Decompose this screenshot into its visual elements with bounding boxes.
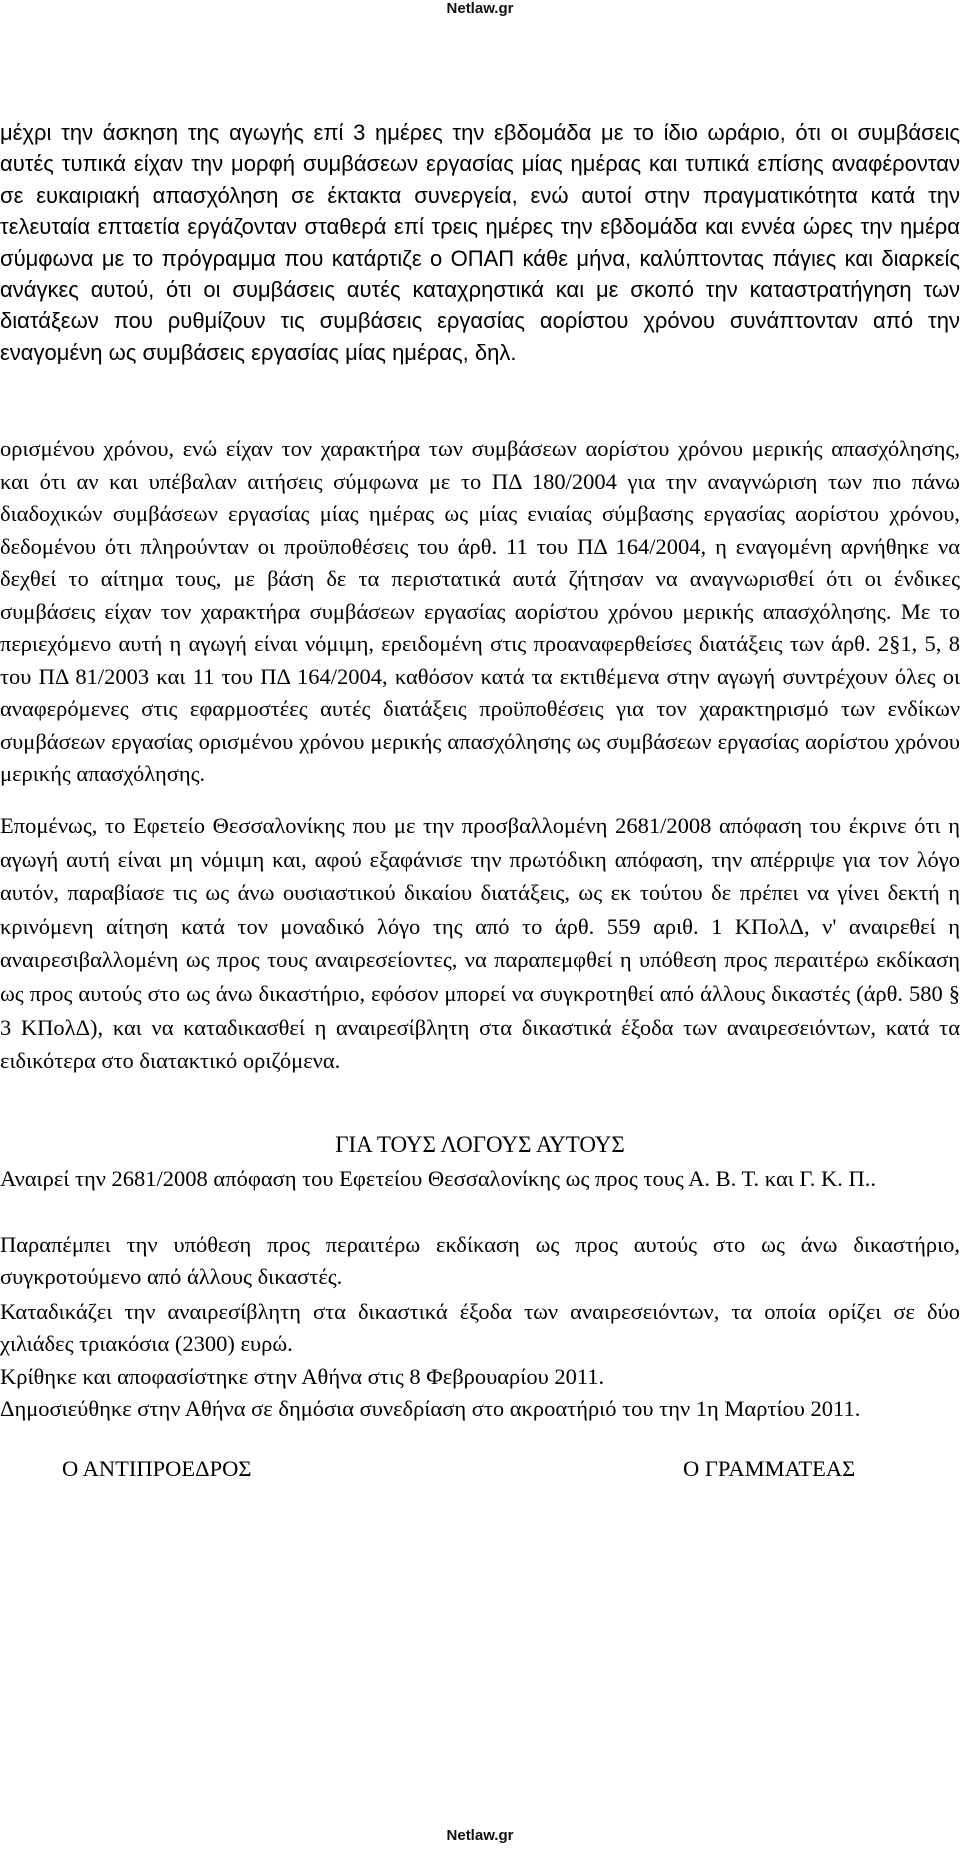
- signature-secretary: Ο ΓΡΑΜΜΑΤΕΑΣ: [683, 1456, 856, 1481]
- paragraph-claims: μέχρι την άσκηση της αγωγής επί 3 ημέρες την εβδομάδα με το ίδιο ωράριο, ότι οι συμβάσεις αυτές τυπικά είχαν την μορφή συμβάσεων εργασίας μίας ημέρας και τυπικά επίσης αναφέρονταν σε ευκαιριακή απασχόληση σε έκτακτα συνεργεία, ενώ αυτοί στην πραγματικότητα κατά την τελευταία επταετία εργάζονταν σταθερά επί τρεις ημέρες την εβδομάδα και εννέα ώρες την ημέρα σύμφωνα με το πρόγραμμα που κατάρτιζε ο ΟΠΑΠ κάθε μήνα, καλύπτοντας πάγιες και διαρκείς ανάγκες αυτού, ότι οι συμβάσεις αυτές καταχρηστικά και με σκοπό την καταστρατήγηση των διατάξεων που ρυθμίζουν τις συμβάσεις εργασίας αορίστου χρόνου συνάπτονταν από την εναγομένη ως συμβάσεις εργασίας μίας ημέρας, δηλ.: [0, 120, 960, 365]
- paragraph-legal-reasoning: ορισμένου χρόνου, ενώ είχαν τον χαρακτήρα των συμβάσεων αορίστου χρόνου μερικής απασχόλησης, και ότι αν και υπέβαλαν αιτήσεις σύμφωνα με το ΠΔ 180/2004 για την αναγνώριση των πιο πάνω διαδοχικών συμβάσεων εργασίας μίας ημέρας ως μίας ενιαίας σύμβασης εργασίας αορίστου χρόνου, δεδομένου ότι πληρούνταν οι προϋποθέσεις του άρθ. 11 του ΠΔ 164/2004, η εναγομένη αρνήθηκε να δεχθεί το αίτημα τους, με βάση δε τα περιστατικά αυτά ζήτησαν να αναγνωρισθεί ότι οι ένδικες συμβάσεις είχαν τον χαρακτήρα συμβάσεων εργασίας αορίστου χρόνου μερικής απασχόλησης. Με το περιεχόμενο αυτή η αγωγή είναι νόμιμη, ερειδομένη στις προαναφερθείσες διατάξεις των άρθ. 2§1, 5, 8 του ΠΔ 81/2003 και 11 του ΠΔ 164/2004, καθόσον κατά τα εκτιθέμενα στην αγωγή συντρέχουν όλες οι αναφερόμενες στις εφαρμοστέες αυτές διατάξεις προϋποθέσεις για τον χαρακτηρισμό των ενδίκων συμβάσεων εργασίας ορισμένου χρόνου μερικής απασχόλησης ως συμβάσεων εργασίας αορίστου χρόνου μερικής απασχόλησης.: [0, 436, 960, 786]
- operative-heading: ΓΙΑ ΤΟΥΣ ΛΟΓΟΥΣ ΑΥΤΟΥΣ: [335, 1132, 625, 1157]
- ruling-refer: Παραπέμπει την υπόθεση προς περαιτέρω εκδίκαση ως προς αυτούς στο ως άνω δικαστήριο, συγκροτούμενο από άλλους δικαστές.: [0, 1232, 960, 1289]
- site-footer: Netlaw.gr: [446, 1827, 514, 1844]
- site-header: Netlaw.gr: [446, 0, 514, 17]
- paragraph-conclusion: Επομένως, το Εφετείο Θεσσαλονίκης που με την προσβαλλομένη 2681/2008 απόφαση του έκρινε ότι η αγωγή αυτή είναι μη νόμιμη και, αφού εξαφάνισε την πρωτόδικη απόφαση, την απέρριψε για τον λόγο αυτόν, παραβίασε τις ως άνω ουσιαστικού δικαίου διατάξεις, ως εκ τούτου δε πρέπει να γίνει δεκτή η κρινόμενη αίτηση κατά τον μοναδικό λόγο της από το άρθ. 559 αριθ. 1 ΚΠολΔ, ν' αναιρεθεί η αναιρεσιβαλλομένη ως προς τους αναιρεσείοντες, να παραπεμφθεί η υπόθεση προς περαιτέρω εκδίκαση ως προς αυτούς στο ως άνω δικαστήριο, εφόσον μπορεί να συγκροτηθεί από άλλους δικαστές (άρθ. 580 § 3 ΚΠολΔ), και να καταδικασθεί η αναιρεσίβλητη στα δικαστικά έξοδα των αναιρεσειόντων, κατά τα ειδικότερα στο διατακτικό οριζόμενα.: [0, 813, 960, 1074]
- publication-date: Δημοσιεύθηκε στην Αθήνα σε δημόσια συνεδρίαση στο ακροατήριό του την 1η Μαρτίου 2011.: [0, 1396, 861, 1421]
- decision-date: Κρίθηκε και αποφασίστηκε στην Αθήνα στις 8 Φεβρουαρίου 2011.: [0, 1364, 605, 1389]
- signature-vice-president: Ο ΑΝΤΙΠΡΟΕΔΡΟΣ: [62, 1456, 252, 1481]
- ruling-annul: Αναιρεί την 2681/2008 απόφαση του Εφετείου Θεσσαλονίκης ως προς τους Α. Β. Τ. και Γ. Κ. Π..: [0, 1166, 876, 1191]
- ruling-costs: Καταδικάζει την αναιρεσίβλητη στα δικαστικά έξοδα των αναιρεσειόντων, τα οποία ορίζει σε δύο χιλιάδες τριακόσια (2300) ευρώ.: [0, 1299, 960, 1356]
